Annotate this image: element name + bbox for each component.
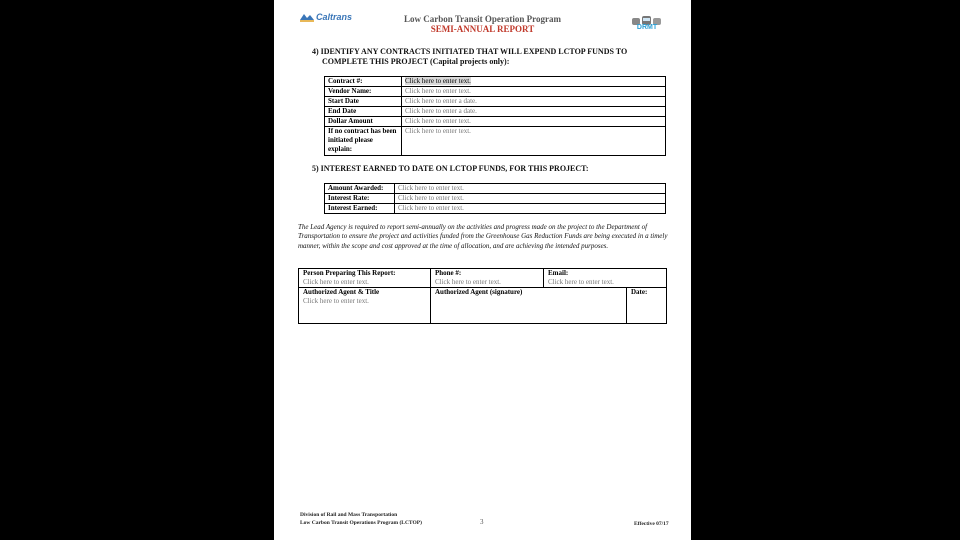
table-row: Amount Awarded: Click here to enter text.: [325, 184, 666, 194]
caltrans-logo: Caltrans: [300, 12, 352, 22]
section-5-heading: 5) INTEREST EARNED TO DATE ON LCTOP FUNDS, FOR THIS PROJECT:: [312, 164, 589, 173]
table-row: [299, 288, 667, 324]
date-cell[interactable]: Date:: [627, 288, 667, 324]
dollar-amount-field[interactable]: Click here to enter text.: [402, 117, 666, 127]
interest-earned-field[interactable]: Click here to enter text.: [395, 204, 666, 214]
table-row: [299, 269, 667, 288]
document-title: Low Carbon Transit Operation Program: [404, 14, 561, 24]
footer-effective-date: Effective 07/17: [634, 521, 669, 527]
table-row: Contract #: Click here to enter text.: [325, 77, 666, 87]
drmt-logo: DRMT: [629, 13, 665, 33]
contract-number-field[interactable]: Click here to enter text.: [402, 77, 666, 87]
table-row: If no contract has been initiated please explain: Click here to enter text.: [325, 127, 666, 156]
document-subtitle: SEMI-ANNUAL REPORT: [430, 24, 535, 34]
table-row: Interest Rate: Click here to enter text.: [325, 194, 666, 204]
email-field[interactable]: Click here to enter text.: [548, 278, 614, 286]
phone-cell: Phone #: Click here to enter text.: [431, 269, 544, 288]
signature-table: [298, 268, 667, 324]
table-row: Start Date Click here to enter a date.: [325, 97, 666, 107]
start-date-field[interactable]: Click here to enter a date.: [402, 97, 666, 107]
footer-program: Low Carbon Transit Operations Program (LCTOP): [300, 520, 422, 526]
email-cell: Email: Click here to enter text.: [544, 269, 667, 288]
agent-title-field[interactable]: Click here to enter text.: [303, 297, 369, 305]
footer-division: Division of Rail and Mass Transportation: [300, 512, 398, 518]
table-row: Vendor Name: Click here to enter text.: [325, 87, 666, 97]
no-contract-explanation-field[interactable]: Click here to enter text.: [402, 127, 666, 156]
agent-signature-cell[interactable]: Authorized Agent (signature): [431, 288, 627, 324]
contracts-table: [324, 76, 666, 156]
preparer-cell: Person Preparing This Report: Click here to enter text.: [299, 269, 431, 288]
table-row: Dollar Amount Click here to enter text.: [325, 117, 666, 127]
vendor-name-field[interactable]: Click here to enter text.: [402, 87, 666, 97]
document-page: [274, 0, 691, 540]
agent-title-cell: Authorized Agent & Title Click here to enter text.: [299, 288, 431, 324]
phone-field[interactable]: Click here to enter text.: [435, 278, 501, 286]
lead-agency-paragraph: The Lead Agency is required to report semi-annually on the activities and progress made on the project to the Department of Transportation to ensure the project and activities funded from the Greenhouse Gas Reduction Funds are being executed in a timely manner, within the scope and cost approved at the time of allocation, and are achieving the intended purposes.: [298, 223, 668, 250]
amount-awarded-field[interactable]: Click here to enter text.: [395, 184, 666, 194]
section-4-heading: 4) IDENTIFY ANY CONTRACTS INITIATED THAT WILL EXPEND LCTOP FUNDS TO COMPLETE THIS PROJECT (Capital projects only):: [312, 47, 628, 66]
table-row: End Date Click here to enter a date.: [325, 107, 666, 117]
end-date-field[interactable]: Click here to enter a date.: [402, 107, 666, 117]
interest-table: [324, 183, 666, 214]
page-number: 3: [480, 518, 484, 526]
preparer-field[interactable]: Click here to enter text.: [303, 278, 369, 286]
table-row: Interest Earned: Click here to enter text.: [325, 204, 666, 214]
interest-rate-field[interactable]: Click here to enter text.: [395, 194, 666, 204]
